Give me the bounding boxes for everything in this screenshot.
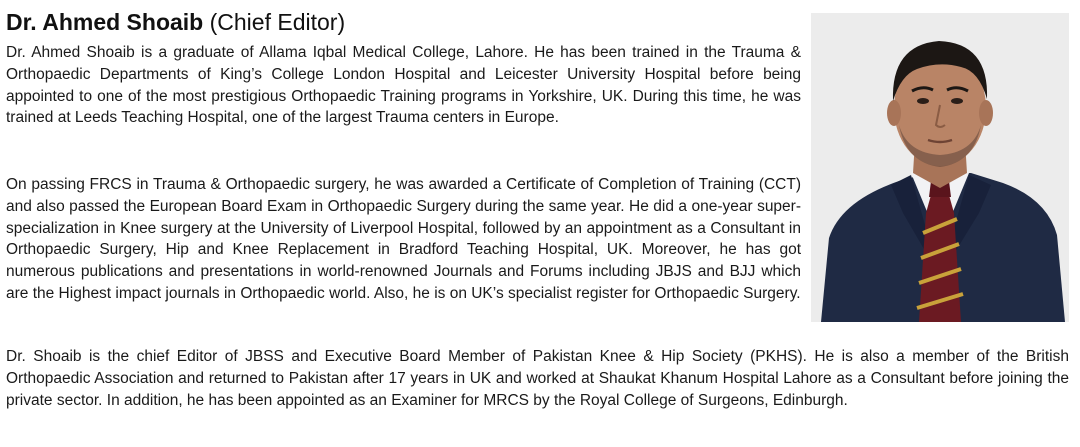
page-title bbox=[6, 8, 345, 36]
right-eye bbox=[951, 98, 963, 104]
bio-paragraph-2: On passing FRCS in Trauma & Orthopaedic surgery, he was awarded a Certificate of Completion of Training (CCT) and also passed the European Board Exam in Orthopaedic Surgery during the same year. He did a one-year super-specialization in Knee surgery at the University of Liverpool Hospital, followed by an appointment as a Consultant in Orthopaedic Surgery, Hip and Knee Replacement in Bradford Teaching Hospital, UK. Moreover, he has got numerous publications and presentations in world-renowned Journals and Forums including JBJS and BJJ which are the Highest impact journals in Orthopaedic world. Also, he is on UK’s specialist register for Orthopaedic Surgery. bbox=[6, 176, 801, 302]
bio-paragraph-3: Dr. Shoaib is the chief Editor of JBSS and Executive Board Member of Pakistan Knee & Hip Society (PKHS). He is also a member of the British Orthopaedic Association and returned to Pakistan after 17 years in UK and worked at Shaukat Khanum Hospital Lahore as a Consultant before joining the private sector. In addition, he has been appointed as an Examiner for MRCS by the Royal College of Surgeons, Edinburgh. bbox=[6, 348, 1069, 409]
editor-portrait-photo bbox=[811, 13, 1069, 322]
left-eye bbox=[917, 98, 929, 104]
editor-name: Dr. Ahmed Shoaib bbox=[6, 9, 204, 35]
right-ear bbox=[979, 100, 993, 126]
bio-paragraph-1: Dr. Ahmed Shoaib is a graduate of Allama Iqbal Medical College, Lahore. He has been trained in the Trauma & Orthopaedic Departments of King’s College London Hospital and Leicester University Hospital before being appointed to one of the most prestigious Orthopaedic Training programs in Yorkshire, UK. During this time, he was trained at Leeds Teaching Hospital, one of the largest Trauma centers in Europe. bbox=[6, 44, 801, 127]
editor-role: (Chief Editor) bbox=[209, 9, 346, 35]
portrait-photo-icon bbox=[811, 13, 1069, 322]
left-ear bbox=[887, 100, 901, 126]
